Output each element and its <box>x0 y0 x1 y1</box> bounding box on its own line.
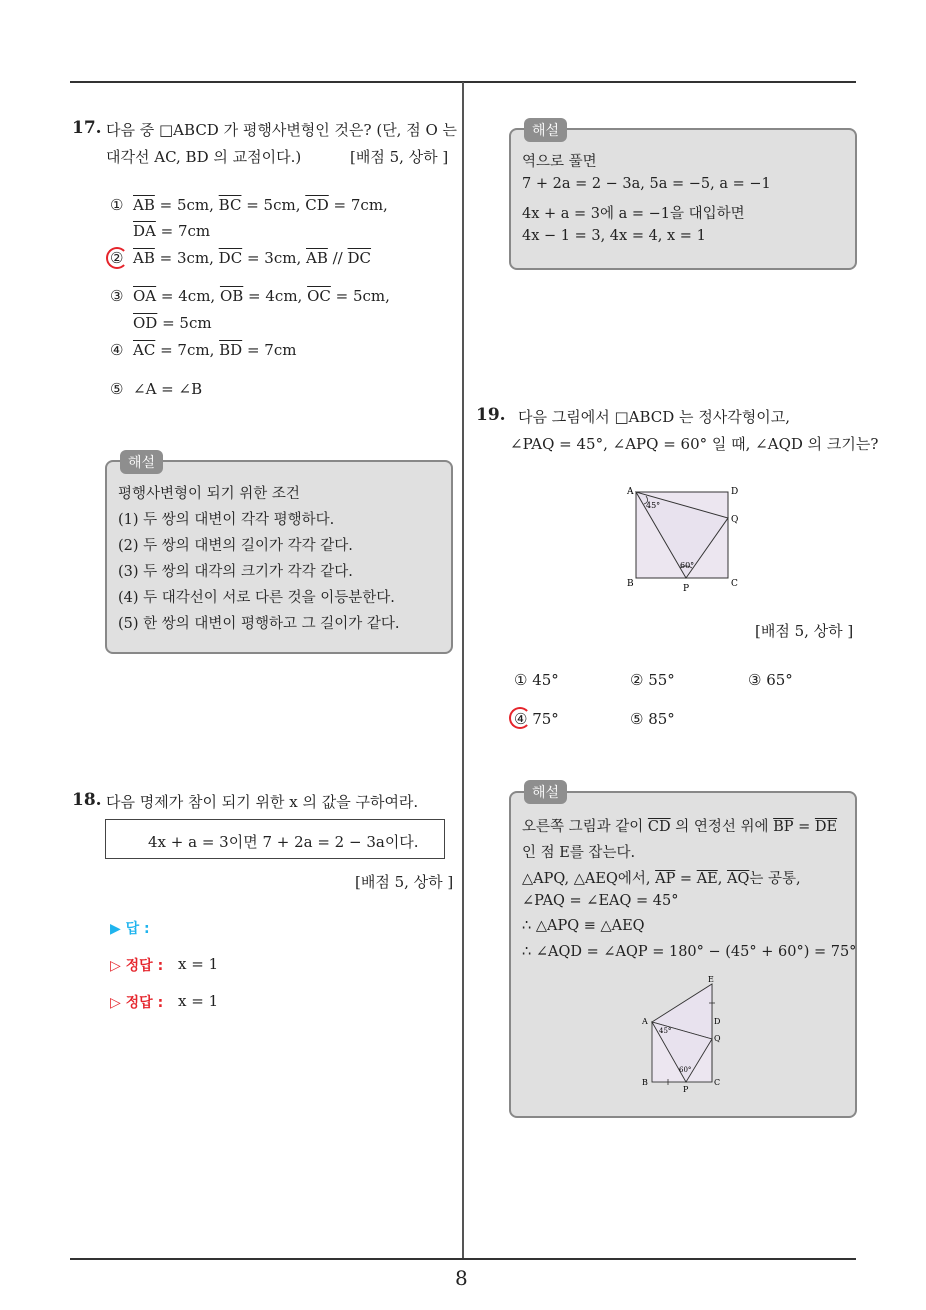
q19-square-figure <box>620 480 750 600</box>
q18-correct1-label: ▷ 정답 : <box>110 958 164 974</box>
q18-statement: 4x + a = 3이면 7 + 2a = 2 − 3a이다. <box>148 833 419 851</box>
q17-option-4-mark: ④ <box>110 341 124 359</box>
page-number: 8 <box>455 1266 468 1290</box>
q17-explain-line-6: (5) 한 쌍의 대변이 평행하고 그 길이가 같다. <box>118 616 400 632</box>
q17-score: [배점 5, 상하 ] <box>350 148 449 166</box>
q17-answer-circle <box>106 247 128 269</box>
q17-option-1: $\overline{AB} = 5cm$, $\overline{BC} = 5cm$, $\overline{CD} = 7cm$, <box>133 196 388 214</box>
q17-option-3: $\overline{OA} = 4cm$, $\overline{OB} = 4cm$, $\overline{OC} = 5cm$, <box>133 287 390 305</box>
q19-option-4: ④ 75° <box>514 710 559 728</box>
label-60: 60° <box>680 561 695 570</box>
q19-explain-line1: 오른쪽 그림과 같이 $\overline{CD}$ 의 연정선 위에 $\overline{BP} = \overline{DE}$ <box>522 819 838 835</box>
q18-score: [배점 5, 상하 ] <box>355 873 454 891</box>
q19-option-1: ① 45° <box>514 671 559 689</box>
q19-explain-line2: 인 점 E를 잡는다. <box>522 845 636 861</box>
label2-B: B <box>642 1078 648 1087</box>
q19-text-line1: 다음 그림에서 □ABCD 는 정사각형이고, <box>518 408 791 426</box>
q17-explain-line-5: (4) 두 대각선이 서로 다른 것을 이등분한다. <box>118 590 395 606</box>
q18-answer-label: ▶ 답 : <box>110 921 150 937</box>
q18-explanation-tag: 해설 <box>524 118 567 142</box>
q17-text-line1: 다음 중 □ABCD 가 평행사변형인 것은? (단, 점 O 는 <box>106 121 458 139</box>
q18-text: 다음 명제가 참이 되기 위한 x 의 값을 구하여라. <box>106 793 419 811</box>
q17-option-5: ∠A = ∠B <box>133 380 203 398</box>
q18-explain-line-4: 4x − 1 = 3, 4x = 4, x = 1 <box>522 228 706 244</box>
label-P: P <box>683 584 690 594</box>
q18-correct2-label: ▷ 정답 : <box>110 995 164 1011</box>
q19-answer-circle <box>509 707 531 729</box>
q19-text-line2: ∠PAQ = 45°, ∠APQ = 60° 일 때, ∠AQD 의 크기는? <box>510 435 879 453</box>
q17-explanation-tag: 해설 <box>120 450 163 474</box>
label-D: D <box>731 487 739 497</box>
q17-option-5-mark: ⑤ <box>110 380 124 398</box>
label-Q: Q <box>731 515 739 525</box>
q19-number: 19. <box>476 405 506 425</box>
q17-explain-line-1: 평행사변형이 되기 위한 조건 <box>118 486 300 502</box>
q18-correct1-value: x = 1 <box>178 955 219 973</box>
q19-score: [배점 5, 상하 ] <box>755 622 854 640</box>
q17-number: 17. <box>72 118 102 138</box>
q18-number: 18. <box>72 790 102 810</box>
q18-explain-line-2: 7 + 2a = 2 − 3a, 5a = −5, a = −1 <box>522 176 771 192</box>
q19-explanation-tag: 해설 <box>524 780 567 804</box>
q19-explain-line5: ∴ △APQ ≡ △AEQ <box>522 918 645 934</box>
q19-explain-line4: ∠PAQ = ∠EAQ = 45° <box>522 893 679 909</box>
label2-45: 45° <box>659 1027 672 1035</box>
label2-60: 60° <box>679 1066 692 1074</box>
label-A: A <box>627 487 634 497</box>
label-B: B <box>627 579 634 589</box>
label2-E: E <box>708 975 714 984</box>
q17-explain-line-3: (2) 두 쌍의 대변의 길이가 각각 같다. <box>118 538 353 554</box>
q18-explain-line-3: 4x + a = 3에 a = −1을 대입하면 <box>522 206 745 222</box>
q19-explain-line6: ∴ ∠AQD = ∠AQP = 180° − (45° + 60°) = 75° <box>522 944 857 960</box>
bottom-rule <box>70 1258 856 1260</box>
q19-explanation-figure <box>636 972 736 1097</box>
q19-option-2: ② 55° <box>630 671 675 689</box>
q19-option-5: ⑤ 85° <box>630 710 675 728</box>
q17-text-line2: 대각선 AC, BD 의 교점이다.) <box>106 148 302 166</box>
label2-D: D <box>714 1017 721 1026</box>
q17-explain-line-4: (3) 두 쌍의 대각의 크기가 각각 같다. <box>118 564 353 580</box>
label2-Q: Q <box>714 1034 721 1043</box>
label2-A: A <box>642 1017 648 1026</box>
q19-explain-line3: △APQ, △AEQ에서, $\overline{AP} = \overline{AE}$, $\overline{AQ}$는 공통, <box>522 871 801 887</box>
q18-correct2-value: x = 1 <box>178 992 219 1010</box>
column-divider <box>462 82 464 1259</box>
label2-C: C <box>714 1078 721 1087</box>
q17-option-4: $\overline{AC} = 7cm$, $\overline{BD} = 7cm$ <box>133 341 297 359</box>
label-C: C <box>731 579 738 589</box>
q17-option-1-mark: ① <box>110 196 124 214</box>
q17-option-2-mark: ② <box>110 249 124 267</box>
q19-option-3: ③ 65° <box>748 671 793 689</box>
q17-option-3-mark: ③ <box>110 287 124 305</box>
q17-option-3-cont: $\overline{OD} = 5cm$ <box>133 314 212 332</box>
label2-P: P <box>683 1085 689 1094</box>
q17-explain-line-2: (1) 두 쌍의 대변이 각각 평행하다. <box>118 512 335 528</box>
q17-option-2: $\overline{AB} = 3cm$, $\overline{DC} = 3cm$, $\overline{AB} // \overline{DC}$ <box>133 249 372 267</box>
label-45: 45° <box>646 501 661 510</box>
q18-explain-line-1: 역으로 풀면 <box>522 154 597 170</box>
q17-option-1-cont: $\overline{DA} = 7cm$ <box>133 222 211 240</box>
